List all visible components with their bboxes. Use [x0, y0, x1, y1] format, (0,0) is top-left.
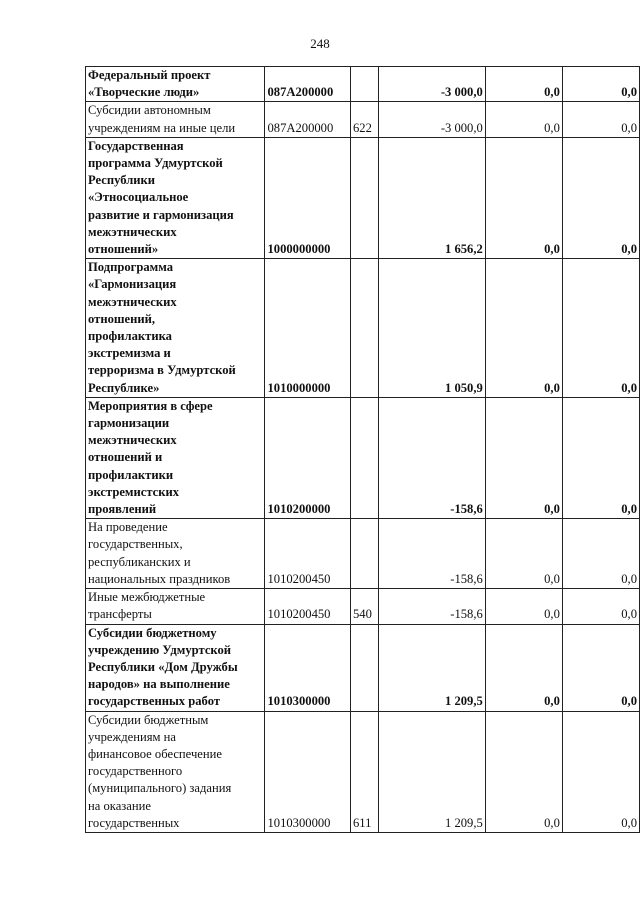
row-sum-text: 1 656,2: [445, 242, 483, 257]
row-code-text: 1010200450: [267, 571, 331, 586]
row-name-text: Субсидии бюджетному учреждению Удмуртской Республики «Дом Дружбы народов» на выполнение государственных работ: [88, 625, 238, 709]
row-value-3-cell: [562, 259, 639, 398]
row-value-2-cell: [485, 102, 562, 137]
table-row: [86, 137, 640, 258]
row-value-3-cell: [562, 711, 639, 832]
row-expense-type-text: 540: [352, 607, 372, 622]
row-code-cell: [265, 397, 351, 518]
row-value-2-text: 0,0: [544, 120, 560, 135]
row-sum-cell: [378, 137, 485, 258]
table-row: [86, 624, 640, 711]
row-expense-type-cell: [350, 102, 378, 137]
table-row: [86, 711, 640, 832]
row-expense-type-cell: [350, 589, 378, 624]
row-value-3-text: 0,0: [621, 242, 637, 257]
row-code-text: 1000000000: [267, 242, 331, 257]
row-value-2-text: 0,0: [544, 571, 560, 586]
row-name-text: На проведение государственных, республиканских и национальных праздников: [88, 520, 231, 586]
row-code-cell: [265, 589, 351, 624]
row-code-cell: [265, 711, 351, 832]
row-name-cell: [86, 67, 265, 102]
row-sum-cell: [378, 67, 485, 102]
row-name-cell: [86, 711, 265, 832]
row-value-3-cell: [562, 67, 639, 102]
row-name-cell: [86, 397, 265, 518]
table-row: [86, 519, 640, 589]
row-value-3-cell: [562, 519, 639, 589]
row-name-cell: [86, 259, 265, 398]
row-sum-text: -158,6: [450, 571, 483, 586]
table-row: [86, 67, 640, 102]
row-value-2-cell: [485, 259, 562, 398]
row-name-cell: [86, 137, 265, 258]
row-expense-type-cell: [350, 137, 378, 258]
row-sum-text: 1 209,5: [445, 694, 483, 709]
row-code-text: 1010300000: [267, 815, 331, 830]
row-expense-type-cell: [350, 711, 378, 832]
row-code-cell: [265, 624, 351, 711]
row-value-2-cell: [485, 397, 562, 518]
table-body: [86, 67, 640, 833]
row-name-cell: [86, 624, 265, 711]
row-sum-text: -3 000,0: [440, 85, 483, 100]
row-value-2-text: 0,0: [544, 607, 560, 622]
row-value-3-text: 0,0: [621, 120, 637, 135]
row-sum-cell: [378, 589, 485, 624]
row-code-text: 087A200000: [267, 120, 334, 135]
row-name-text: Мероприятия в сфере гармонизации межэтнических отношений и профилактики экстремистских проявлений: [88, 398, 213, 517]
row-value-2-cell: [485, 137, 562, 258]
row-value-2-text: 0,0: [544, 694, 560, 709]
row-value-3-text: 0,0: [621, 607, 637, 622]
row-sum-cell: [378, 397, 485, 518]
row-name-cell: [86, 589, 265, 624]
row-code-text: 1010200450: [267, 607, 331, 622]
row-name-cell: [86, 519, 265, 589]
table-row: [86, 259, 640, 398]
row-expense-type-cell: [350, 67, 378, 102]
row-code-cell: [265, 259, 351, 398]
row-name-text: Субсидии автономным учреждениям на иные цели: [88, 103, 236, 135]
row-value-2-cell: [485, 519, 562, 589]
row-code-cell: [265, 67, 351, 102]
row-code-text: 087A200000: [267, 85, 334, 100]
row-value-2-text: 0,0: [544, 85, 560, 100]
row-sum-text: 1 050,9: [445, 380, 483, 395]
row-expense-type-text: 622: [352, 120, 372, 135]
row-name-cell: [86, 102, 265, 137]
row-name-text: Федеральный проект «Творческие люди»: [88, 68, 211, 100]
row-sum-cell: [378, 624, 485, 711]
row-value-3-cell: [562, 137, 639, 258]
row-value-3-text: 0,0: [621, 815, 637, 830]
row-value-3-cell: [562, 102, 639, 137]
row-value-2-cell: [485, 589, 562, 624]
row-name-text: Иные межбюджетные трансферты: [88, 590, 206, 622]
row-value-3-text: 0,0: [621, 380, 637, 395]
row-code-text: 1010000000: [267, 380, 331, 395]
row-value-2-cell: [485, 67, 562, 102]
row-sum-cell: [378, 259, 485, 398]
row-sum-text: -158,6: [450, 607, 483, 622]
row-value-2-cell: [485, 624, 562, 711]
table-row: [86, 102, 640, 137]
row-code-cell: [265, 102, 351, 137]
row-sum-cell: [378, 711, 485, 832]
row-value-2-cell: [485, 711, 562, 832]
row-expense-type-cell: [350, 259, 378, 398]
row-name-text: Государственная программа Удмуртской Республики «Этносоциальное развитие и гармонизация межэтнических отношений»: [88, 138, 234, 257]
row-name-text: Субсидии бюджетным учреждениям на финансовое обеспечение государственного (муниципального) задания на оказание государственных: [88, 712, 232, 830]
row-value-3-text: 0,0: [621, 85, 637, 100]
row-name-text: Подпрограмма «Гармонизация межэтнических отношений, профилактика экстремизма и терроризма в Удмуртской Республике»: [88, 260, 236, 395]
row-expense-type-cell: [350, 397, 378, 518]
row-value-2-text: 0,0: [544, 502, 560, 517]
row-value-2-text: 0,0: [544, 380, 560, 395]
row-sum-text: -158,6: [450, 502, 483, 517]
row-expense-type-cell: [350, 624, 378, 711]
row-value-2-text: 0,0: [544, 815, 560, 830]
page-number: 248: [310, 36, 330, 51]
row-sum-text: -3 000,0: [440, 120, 483, 135]
row-expense-type-text: 611: [352, 815, 372, 830]
row-value-3-text: 0,0: [621, 502, 637, 517]
row-value-3-cell: [562, 589, 639, 624]
row-value-2-text: 0,0: [544, 242, 560, 257]
table-row: [86, 397, 640, 518]
row-code-cell: [265, 137, 351, 258]
row-expense-type-cell: [350, 519, 378, 589]
row-value-3-text: 0,0: [621, 571, 637, 586]
budget-table: [85, 66, 640, 833]
row-value-3-cell: [562, 397, 639, 518]
table-row: [86, 589, 640, 624]
row-sum-cell: [378, 519, 485, 589]
row-sum-cell: [378, 102, 485, 137]
row-code-cell: [265, 519, 351, 589]
row-sum-text: 1 209,5: [445, 815, 483, 830]
row-code-text: 1010300000: [267, 694, 331, 709]
row-value-3-text: 0,0: [621, 694, 637, 709]
row-code-text: 1010200000: [267, 502, 331, 517]
row-value-3-cell: [562, 624, 639, 711]
